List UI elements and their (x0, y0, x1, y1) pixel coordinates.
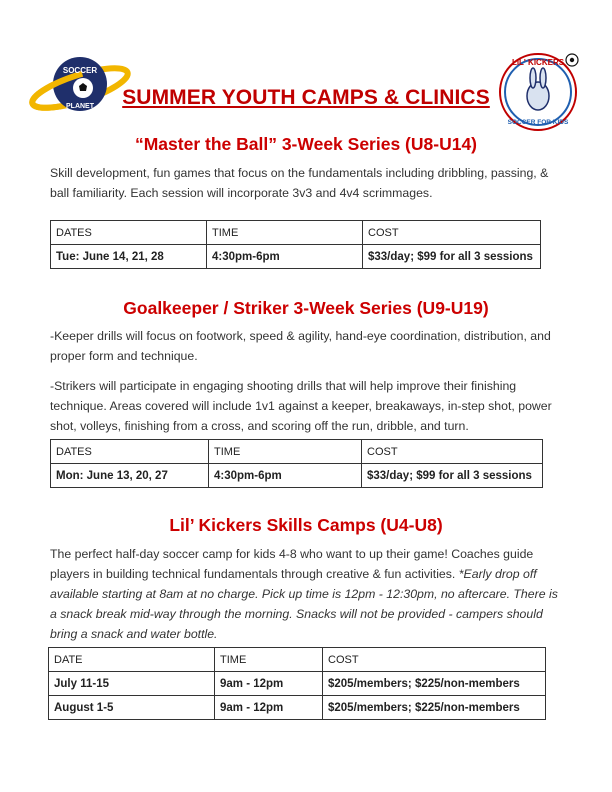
table-header-cell: TIME (215, 648, 323, 672)
table-cell: $33/day; $99 for all 3 sessions (363, 245, 541, 269)
logo-right-line2: SOCCER FOR KIDS (507, 119, 569, 126)
schedule-table-master-the-ball (50, 220, 541, 269)
section-description: Skill development, fun games that focus on the fundamentals including dribbling, passing, & ball familiarity. Each session will incorporate 3v3 and 4v4 scrimmages. (50, 166, 549, 200)
table-cell: 4:30pm-6pm (207, 245, 363, 269)
table-header-cell: TIME (209, 440, 362, 464)
schedule-table-lil-kickers (48, 647, 546, 720)
section-description: -Strikers will participate in engaging shooting drills that will help improve their finishing technique. Areas covered will include 1v1 against a keeper, breakaways, in-step shot, power shot, volleys, finishing from a cross, and scoring off the run, dribble, and turn. (50, 379, 552, 433)
schedule-table-goalkeeper-striker (50, 439, 543, 488)
page-title: SUMMER YOUTH CAMPS & CLINICS (122, 86, 490, 109)
table-cell: 9am - 12pm (215, 672, 323, 696)
section-title-goalkeeper-striker: Goalkeeper / Striker 3-Week Series (U9-U19) (123, 298, 489, 318)
table-header-cell: COST (362, 440, 543, 464)
table-cell: $205/members; $225/non-members (323, 672, 546, 696)
logo-left-line2: PLANET (66, 103, 94, 110)
logo-right-line1: LIL' KICKERS (511, 58, 565, 67)
table-cell: $33/day; $99 for all 3 sessions (362, 464, 543, 488)
section-title-master-the-ball: “Master the Ball” 3-Week Series (U8-U14) (134, 134, 478, 154)
table-header-row (49, 648, 546, 672)
table-cell: July 11-15 (49, 672, 215, 696)
table-header-row (51, 221, 541, 245)
table-header-cell: DATES (51, 221, 207, 245)
table-header-cell: DATE (49, 648, 215, 672)
section-title-lil-kickers: Lil’ Kickers Skills Camps (U4-U8) (169, 515, 443, 535)
table-header-row (51, 440, 543, 464)
table-header-cell: COST (363, 221, 541, 245)
table-header-cell: COST (323, 648, 546, 672)
table-header-cell: DATES (51, 440, 209, 464)
table-header-cell: TIME (207, 221, 363, 245)
section-description (50, 544, 565, 644)
table-cell: $205/members; $225/non-members (323, 696, 546, 720)
logo-left-line1: SOCCER (62, 66, 98, 75)
table-cell: Mon: June 13, 20, 27 (51, 464, 209, 488)
table-cell: 9am - 12pm (215, 696, 323, 720)
table-cell: Tue: June 14, 21, 28 (51, 245, 207, 269)
description-note: *Early drop off available starting at 8am at no charge. Pick up time is 12pm - 12:30pm, no aftercare. There is a snack break mid-way through the morning. Snacks will not be provided - campers should bring a snack and water bottle. (50, 567, 558, 641)
table-row (51, 245, 541, 269)
table-row (51, 464, 543, 488)
table-cell: 4:30pm-6pm (209, 464, 362, 488)
section-description: -Keeper drills will focus on footwork, speed & agility, hand-eye coordination, distribution, and proper form and technique. (50, 329, 551, 363)
table-row (49, 672, 546, 696)
table-cell: August 1-5 (49, 696, 215, 720)
table-row (49, 696, 546, 720)
description-text: The perfect half-day soccer camp for kids 4-8 who want to up their game! Coaches guide players in building technical fundamentals through creative & fun activities. (50, 547, 534, 581)
